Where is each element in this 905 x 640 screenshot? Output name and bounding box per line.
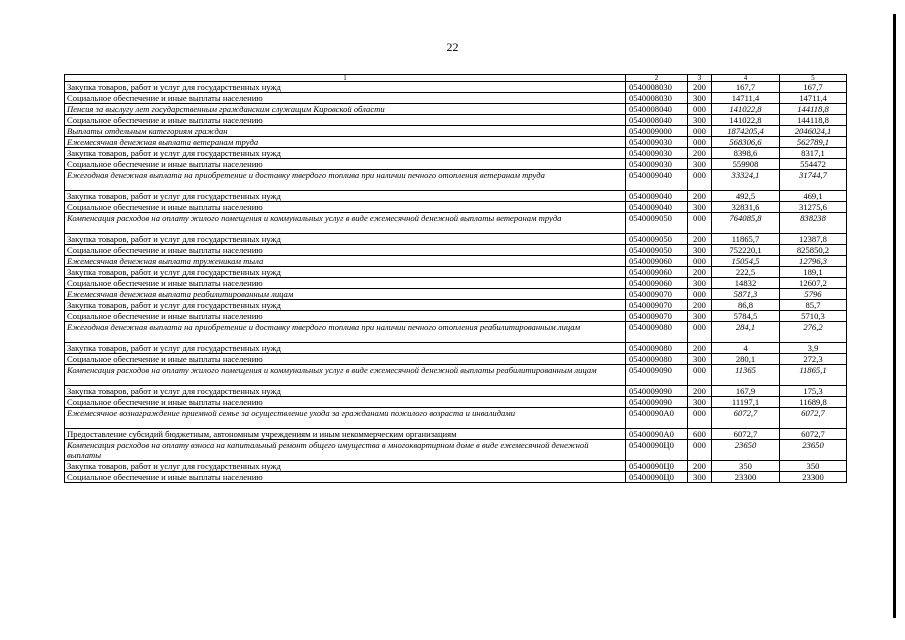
row-kvr-cell: 300 xyxy=(688,397,712,408)
row-value-5-cell: 5710,3 xyxy=(780,311,847,322)
row-name-cell: Закупка товаров, работ и услуг для государственных нужд xyxy=(65,234,626,245)
row-value-4-cell: 23300 xyxy=(712,472,780,483)
row-kvr-cell: 000 xyxy=(688,256,712,267)
row-code-cell: 0540009090 xyxy=(626,386,688,397)
row-value-4-cell: 167,7 xyxy=(712,82,780,93)
row-value-4-cell: 6072,7 xyxy=(712,408,780,429)
column-header-1: 1 xyxy=(65,75,626,82)
table-row xyxy=(65,354,847,365)
row-code-cell: 0540009040 xyxy=(626,191,688,202)
table-row xyxy=(65,82,847,93)
row-value-5-cell: 5796 xyxy=(780,289,847,300)
row-value-4-cell: 33324,1 xyxy=(712,170,780,191)
row-name-cell: Закупка товаров, работ и услуг для государственных нужд xyxy=(65,191,626,202)
row-code-cell: 0540009070 xyxy=(626,311,688,322)
row-kvr-cell: 300 xyxy=(688,115,712,126)
row-name-cell: Пенсия за выслугу лет государственным гражданским служащим Кировской области xyxy=(65,104,626,115)
table-row xyxy=(65,322,847,343)
table-row xyxy=(65,440,847,461)
row-kvr-cell: 300 xyxy=(688,159,712,170)
table-row xyxy=(65,267,847,278)
table-row xyxy=(65,213,847,234)
row-code-cell: 0540009030 xyxy=(626,148,688,159)
row-value-4-cell: 11365 xyxy=(712,365,780,386)
row-code-cell: 05400090А0 xyxy=(626,408,688,429)
row-code-cell: 0540009060 xyxy=(626,278,688,289)
table-row xyxy=(65,202,847,213)
row-value-5-cell: 838238 xyxy=(780,213,847,234)
table-row xyxy=(65,311,847,322)
row-name-cell: Ежегодная денежная выплата на приобретение и доставку твердого топлива при наличии печного отопления реабилитированным лицам xyxy=(65,322,626,343)
table-row xyxy=(65,170,847,191)
row-name-cell: Ежемесячная денежная выплата ветеранам труда xyxy=(65,137,626,148)
row-value-4-cell: 11865,7 xyxy=(712,234,780,245)
row-code-cell: 0540009050 xyxy=(626,213,688,234)
row-value-4-cell: 6072,7 xyxy=(712,429,780,440)
row-value-5-cell: 144118,8 xyxy=(780,115,847,126)
row-kvr-cell: 300 xyxy=(688,354,712,365)
row-name-cell: Социальное обеспечение и иные выплаты населению xyxy=(65,397,626,408)
row-name-cell: Ежемесячная денежная выплата труженикам тыла xyxy=(65,256,626,267)
row-name-cell: Социальное обеспечение и иные выплаты населению xyxy=(65,93,626,104)
row-value-5-cell: 85,7 xyxy=(780,300,847,311)
row-name-cell: Компенсация расходов на оплату взноса на капитальный ремонт общего имущества в многоквартирном доме в виде ежемесячной денежной выплаты xyxy=(65,440,626,461)
row-name-cell: Закупка товаров, работ и услуг для государственных нужд xyxy=(65,300,626,311)
row-value-5-cell: 11689,8 xyxy=(780,397,847,408)
row-value-5-cell: 12607,2 xyxy=(780,278,847,289)
row-kvr-cell: 300 xyxy=(688,202,712,213)
table-header-row xyxy=(65,75,847,82)
table-row xyxy=(65,245,847,256)
table-row xyxy=(65,126,847,137)
row-code-cell: 0540009080 xyxy=(626,322,688,343)
row-code-cell: 0540009090 xyxy=(626,397,688,408)
row-name-cell: Закупка товаров, работ и услуг для государственных нужд xyxy=(65,148,626,159)
row-kvr-cell: 000 xyxy=(688,126,712,137)
row-name-cell: Закупка товаров, работ и услуг для государственных нужд xyxy=(65,343,626,354)
row-value-5-cell: 14711,4 xyxy=(780,93,847,104)
row-kvr-cell: 000 xyxy=(688,137,712,148)
row-code-cell: 0540009030 xyxy=(626,159,688,170)
row-value-5-cell: 469,1 xyxy=(780,191,847,202)
row-name-cell: Социальное обеспечение и иные выплаты населению xyxy=(65,245,626,256)
row-value-4-cell: 280,1 xyxy=(712,354,780,365)
row-code-cell: 0540009050 xyxy=(626,245,688,256)
row-code-cell: 05400090Ц0 xyxy=(626,461,688,472)
row-value-5-cell: 189,1 xyxy=(780,267,847,278)
row-kvr-cell: 200 xyxy=(688,386,712,397)
table-row xyxy=(65,408,847,429)
table-row xyxy=(65,93,847,104)
row-code-cell: 0540008030 xyxy=(626,93,688,104)
row-name-cell: Закупка товаров, работ и услуг для государственных нужд xyxy=(65,267,626,278)
column-header-4: 4 xyxy=(712,75,780,82)
row-kvr-cell: 200 xyxy=(688,300,712,311)
row-kvr-cell: 000 xyxy=(688,440,712,461)
table-row xyxy=(65,343,847,354)
row-code-cell: 05400090Ц0 xyxy=(626,472,688,483)
table-row xyxy=(65,429,847,440)
row-kvr-cell: 200 xyxy=(688,461,712,472)
table-row xyxy=(65,278,847,289)
column-header-5: 5 xyxy=(780,75,847,82)
row-code-cell: 0540009080 xyxy=(626,354,688,365)
row-value-5-cell: 6072,7 xyxy=(780,408,847,429)
table-row xyxy=(65,137,847,148)
row-value-4-cell: 14711,4 xyxy=(712,93,780,104)
row-kvr-cell: 200 xyxy=(688,148,712,159)
table-row xyxy=(65,365,847,386)
row-value-4-cell: 14832 xyxy=(712,278,780,289)
row-value-5-cell: 562789,1 xyxy=(780,137,847,148)
row-value-5-cell: 11865,1 xyxy=(780,365,847,386)
row-code-cell: 0540009090 xyxy=(626,365,688,386)
row-value-4-cell: 568306,6 xyxy=(712,137,780,148)
row-value-4-cell: 492,5 xyxy=(712,191,780,202)
row-name-cell: Компенсация расходов на оплату жилого помещения и коммунальных услуг в виде ежемесячной денежной выплаты реабилитированным лицам xyxy=(65,365,626,386)
row-code-cell: 0540009070 xyxy=(626,300,688,311)
row-kvr-cell: 000 xyxy=(688,408,712,429)
page-number: 22 xyxy=(446,40,459,54)
table-row xyxy=(65,256,847,267)
row-code-cell: 0540008040 xyxy=(626,115,688,126)
row-value-4-cell: 764085,8 xyxy=(712,213,780,234)
row-value-5-cell: 554472 xyxy=(780,159,847,170)
column-header-2: 2 xyxy=(626,75,688,82)
row-value-5-cell: 6072,7 xyxy=(780,429,847,440)
row-kvr-cell: 300 xyxy=(688,278,712,289)
table-row xyxy=(65,300,847,311)
row-value-4-cell: 23650 xyxy=(712,440,780,461)
row-value-5-cell: 167,7 xyxy=(780,82,847,93)
row-kvr-cell: 200 xyxy=(688,343,712,354)
row-code-cell: 0540008040 xyxy=(626,104,688,115)
row-value-4-cell: 4 xyxy=(712,343,780,354)
row-code-cell: 0540009080 xyxy=(626,343,688,354)
row-name-cell: Социальное обеспечение и иные выплаты населению xyxy=(65,202,626,213)
row-name-cell: Социальное обеспечение и иные выплаты населению xyxy=(65,354,626,365)
row-code-cell: 0540009000 xyxy=(626,126,688,137)
row-kvr-cell: 300 xyxy=(688,245,712,256)
row-value-4-cell: 5784,5 xyxy=(712,311,780,322)
row-value-5-cell: 23650 xyxy=(780,440,847,461)
row-value-5-cell: 175,3 xyxy=(780,386,847,397)
row-kvr-cell: 000 xyxy=(688,365,712,386)
row-value-4-cell: 141022,8 xyxy=(712,104,780,115)
row-code-cell: 0540009070 xyxy=(626,289,688,300)
row-kvr-cell: 000 xyxy=(688,289,712,300)
row-value-4-cell: 15054,5 xyxy=(712,256,780,267)
row-kvr-cell: 300 xyxy=(688,472,712,483)
row-kvr-cell: 200 xyxy=(688,234,712,245)
row-name-cell: Закупка товаров, работ и услуг для государственных нужд xyxy=(65,386,626,397)
row-name-cell: Выплаты отдельным категориям граждан xyxy=(65,126,626,137)
table-row xyxy=(65,397,847,408)
budget-table-body xyxy=(65,75,847,483)
row-value-4-cell: 1874205,4 xyxy=(712,126,780,137)
row-name-cell: Социальное обеспечение и иные выплаты населению xyxy=(65,472,626,483)
row-code-cell: 0540009040 xyxy=(626,202,688,213)
row-value-5-cell: 31275,6 xyxy=(780,202,847,213)
row-name-cell: Социальное обеспечение и иные выплаты населению xyxy=(65,115,626,126)
row-name-cell: Ежегодная денежная выплата на приобретение и доставку твердого топлива при наличии печного отопления ветеранам труда xyxy=(65,170,626,191)
row-kvr-cell: 300 xyxy=(688,93,712,104)
row-name-cell: Предоставление субсидий бюджетным, автономным учреждениям и иным некоммерческим организациям xyxy=(65,429,626,440)
row-kvr-cell: 600 xyxy=(688,429,712,440)
row-value-4-cell: 5871,3 xyxy=(712,289,780,300)
table-row xyxy=(65,289,847,300)
row-value-5-cell: 3,9 xyxy=(780,343,847,354)
row-value-4-cell: 86,8 xyxy=(712,300,780,311)
row-value-4-cell: 222,5 xyxy=(712,267,780,278)
row-name-cell: Компенсация расходов на оплату жилого помещения и коммунальных услуг в виде ежемесячной денежной выплаты ветеранам труда xyxy=(65,213,626,234)
row-value-5-cell: 825850,2 xyxy=(780,245,847,256)
row-code-cell: 05400090Ц0 xyxy=(626,440,688,461)
row-code-cell: 0540008030 xyxy=(626,82,688,93)
row-value-5-cell: 8317,1 xyxy=(780,148,847,159)
row-name-cell: Социальное обеспечение и иные выплаты населению xyxy=(65,159,626,170)
row-code-cell: 0540009050 xyxy=(626,234,688,245)
row-value-4-cell: 752220,1 xyxy=(712,245,780,256)
row-value-4-cell: 350 xyxy=(712,461,780,472)
table-row xyxy=(65,115,847,126)
table-row xyxy=(65,191,847,202)
row-code-cell: 05400090А0 xyxy=(626,429,688,440)
row-value-5-cell: 12796,3 xyxy=(780,256,847,267)
row-value-5-cell: 272,3 xyxy=(780,354,847,365)
row-value-4-cell: 141022,8 xyxy=(712,115,780,126)
row-value-5-cell: 2046024,1 xyxy=(780,126,847,137)
row-value-5-cell: 350 xyxy=(780,461,847,472)
row-kvr-cell: 200 xyxy=(688,267,712,278)
row-kvr-cell: 000 xyxy=(688,322,712,343)
row-value-4-cell: 284,1 xyxy=(712,322,780,343)
row-kvr-cell: 000 xyxy=(688,104,712,115)
table-row xyxy=(65,234,847,245)
row-value-4-cell: 8398,6 xyxy=(712,148,780,159)
row-kvr-cell: 000 xyxy=(688,213,712,234)
row-kvr-cell: 200 xyxy=(688,82,712,93)
row-value-4-cell: 11197,1 xyxy=(712,397,780,408)
row-value-5-cell: 31744,7 xyxy=(780,170,847,191)
table-row xyxy=(65,148,847,159)
row-value-5-cell: 23300 xyxy=(780,472,847,483)
table-row xyxy=(65,159,847,170)
row-value-5-cell: 12387,8 xyxy=(780,234,847,245)
row-name-cell: Закупка товаров, работ и услуг для государственных нужд xyxy=(65,461,626,472)
row-code-cell: 0540009030 xyxy=(626,137,688,148)
row-value-4-cell: 559908 xyxy=(712,159,780,170)
budget-table xyxy=(64,74,847,483)
table-row xyxy=(65,104,847,115)
row-name-cell: Ежемесячное вознаграждение приемной семье за осуществление ухода за гражданами пожилого возраста и инвалидами xyxy=(65,408,626,429)
table-row xyxy=(65,386,847,397)
page-edge-rule xyxy=(893,14,896,618)
row-kvr-cell: 200 xyxy=(688,191,712,202)
row-code-cell: 0540009060 xyxy=(626,267,688,278)
row-code-cell: 0540009060 xyxy=(626,256,688,267)
table-row xyxy=(65,461,847,472)
column-header-3: 3 xyxy=(688,75,712,82)
table-row xyxy=(65,472,847,483)
row-name-cell: Ежемесячная денежная выплата реабилитированным лицам xyxy=(65,289,626,300)
row-kvr-cell: 300 xyxy=(688,311,712,322)
row-value-4-cell: 167,9 xyxy=(712,386,780,397)
row-kvr-cell: 000 xyxy=(688,170,712,191)
row-name-cell: Закупка товаров, работ и услуг для государственных нужд xyxy=(65,82,626,93)
row-code-cell: 0540009040 xyxy=(626,170,688,191)
row-name-cell: Социальное обеспечение и иные выплаты населению xyxy=(65,278,626,289)
row-name-cell: Социальное обеспечение и иные выплаты населению xyxy=(65,311,626,322)
row-value-5-cell: 276,2 xyxy=(780,322,847,343)
row-value-5-cell: 144118,8 xyxy=(780,104,847,115)
row-value-4-cell: 32831,6 xyxy=(712,202,780,213)
